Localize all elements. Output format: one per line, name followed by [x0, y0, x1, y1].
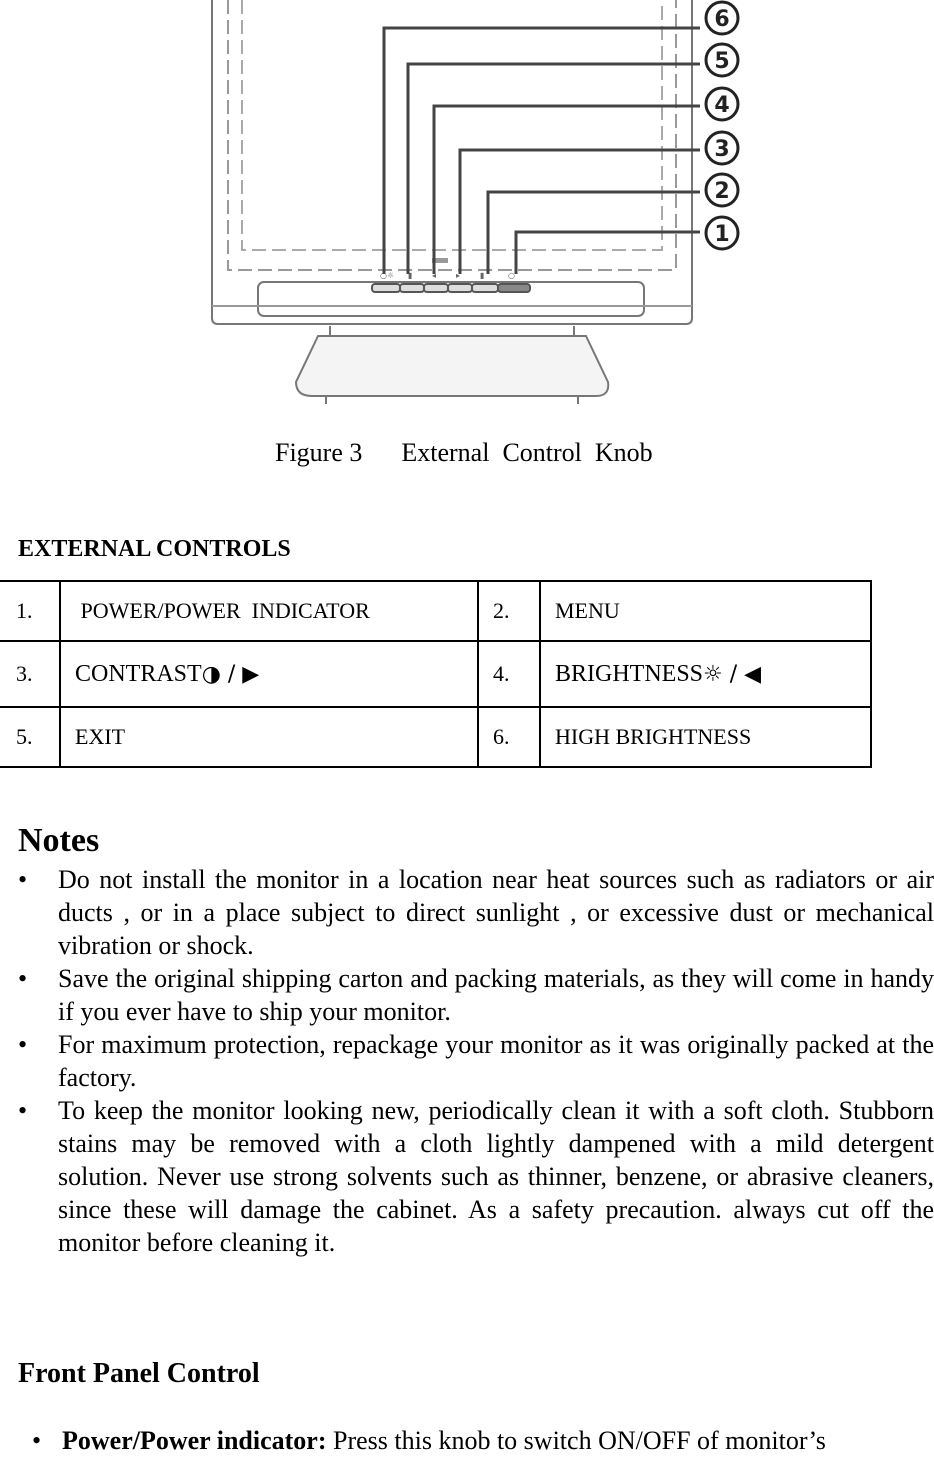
- svg-text:▮: ▮: [480, 271, 485, 280]
- front-panel-item-label: Power/Power indicator:: [62, 1426, 327, 1455]
- control-number: 1.: [0, 581, 60, 641]
- front-panel-item-text: Press this knob to switch ON/OFF of monitor’s: [326, 1426, 826, 1455]
- control-label-brightness: BRIGHTNESS☼ / ◀: [540, 641, 871, 707]
- control-number: 5.: [0, 707, 60, 767]
- svg-text:5: 5: [714, 49, 730, 74]
- callout-1: [706, 217, 738, 249]
- callout-5: [706, 44, 738, 76]
- svg-text:▸: ▸: [456, 271, 461, 280]
- control-number: 3.: [0, 641, 60, 707]
- svg-text:6: 6: [714, 7, 730, 32]
- table-row: [0, 581, 871, 641]
- svg-text:2: 2: [714, 179, 730, 204]
- control-number: 6.: [478, 707, 540, 767]
- control-number: 2.: [478, 581, 540, 641]
- svg-text:4: 4: [714, 93, 730, 118]
- svg-text:1: 1: [714, 222, 730, 247]
- list-item: • For maximum protection, repackage your monitor as it was originally packed at the factory.: [18, 1030, 934, 1092]
- monitor-control-diagram: [0, 0, 934, 410]
- table-row: [0, 707, 871, 767]
- control-number: 4.: [478, 641, 540, 707]
- callout-6: [706, 2, 738, 34]
- notes-list: [18, 863, 934, 1259]
- svg-text:3: 3: [714, 137, 730, 162]
- callout-4: [706, 88, 738, 120]
- svg-text:○: ○: [508, 271, 515, 280]
- bullet-icon: •: [18, 964, 28, 993]
- callout-2: [706, 174, 738, 206]
- brightness-arrow-icon: ☼ / ◀: [703, 661, 762, 687]
- external-controls-heading: EXTERNAL CONTROLS: [18, 536, 291, 562]
- table-row: [0, 641, 871, 707]
- external-controls-table: [0, 580, 872, 768]
- control-label: EXIT: [60, 707, 478, 767]
- front-panel-heading: Front Panel Control: [18, 1358, 260, 1389]
- bullet-icon: •: [18, 865, 28, 894]
- control-label-contrast: CONTRAST◑ / ▶: [60, 641, 478, 707]
- notes-heading: Notes: [18, 822, 100, 859]
- list-item: • Do not install the monitor in a location near heat sources such as radiators or air ducts , or in a place subject to direct sunlight , or excessive dust or mechanical vibration or shock.: [18, 865, 934, 960]
- bullet-icon: •: [32, 1426, 42, 1455]
- figure-caption: Figure 3 External Control Knob: [275, 438, 653, 467]
- svg-text:◂: ◂: [432, 271, 437, 280]
- bullet-icon: •: [18, 1030, 28, 1059]
- svg-text:○☼: ○☼: [380, 271, 395, 280]
- control-label: POWER/POWER INDICATOR: [60, 581, 478, 641]
- svg-text:▮: ▮: [408, 271, 413, 280]
- callout-3: [706, 132, 738, 164]
- bullet-icon: •: [18, 1096, 28, 1125]
- control-label: HIGH BRIGHTNESS: [540, 707, 871, 767]
- control-label: MENU: [540, 581, 871, 641]
- contrast-arrow-icon: ◑ / ▶: [201, 661, 260, 687]
- list-item: • To keep the monitor looking new, periodically clean it with a soft cloth. Stubborn stains may be removed with a cloth lightly dampened with a mild detergent solution. Never use strong solvents such as thinner, benzene, or abrasive cleaners, since these will damage the cabinet. As a safety precaution. always cut off the monitor before cleaning it.: [18, 1096, 934, 1257]
- list-item: • Save the original shipping carton and packing materials, as they will come in handy if you ever have to ship your monitor.: [18, 964, 934, 1026]
